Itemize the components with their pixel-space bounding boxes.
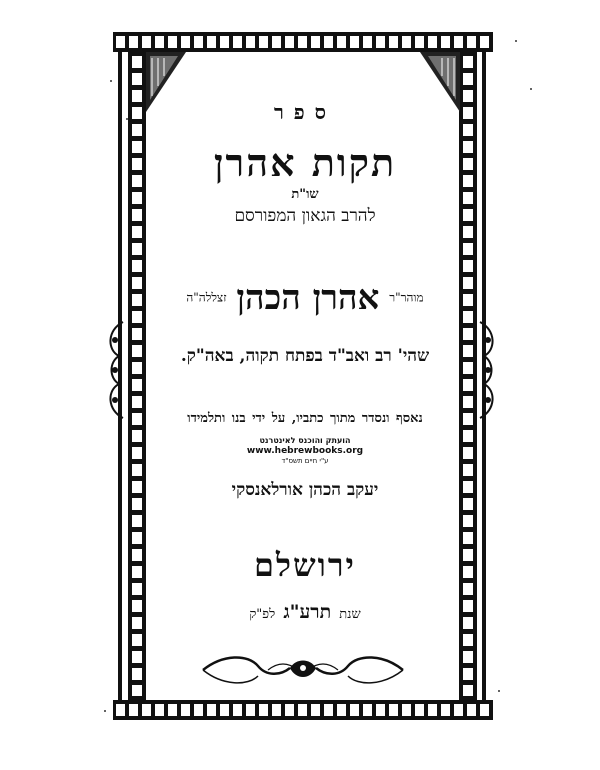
scan-speck <box>530 88 532 90</box>
honorific-prefix: מוהר"ר <box>389 290 424 305</box>
publication-year-row <box>150 601 460 624</box>
right-pillar <box>459 52 477 700</box>
sefer-label: ספר <box>273 100 337 124</box>
scan-speck <box>498 690 500 692</box>
scan-speck <box>515 40 517 42</box>
top-border-band <box>113 32 493 52</box>
book-title: תקות אהרן <box>213 140 397 185</box>
author-row <box>150 278 460 318</box>
by-line: להרב הגאון המפורסם <box>234 206 376 226</box>
bottom-flourish-ornament <box>198 650 408 690</box>
stamp-url: www.hebrewbooks.org <box>246 446 364 456</box>
left-scroll-ornament <box>103 320 127 420</box>
stamp-line-1: הועתק והוכנס לאינטרנט <box>259 436 351 445</box>
editor-name: יעקב הכהן אורלאנסקי <box>231 480 379 500</box>
scan-speck <box>126 118 128 120</box>
left-pillar <box>128 52 146 700</box>
honorific-suffix: זצללה"ה <box>186 290 227 305</box>
bottom-border-band <box>113 700 493 720</box>
shut-label: שו"ת <box>291 187 319 202</box>
stamp-line-3: ע"י חיים תשס"ד <box>281 457 329 465</box>
publication-city: ירושלם <box>254 546 356 584</box>
compiled-by: נאסף ונסדר מתוך כתביו, על ידי בנו ותלמידו <box>187 411 423 426</box>
digitization-stamp <box>205 436 405 466</box>
author-position: שהי' רב ואב"ד בפתח תקוה, באה"ק. <box>180 346 430 366</box>
year-prefix: שנת <box>339 607 361 622</box>
author-name: אהרן הכהן <box>236 278 380 318</box>
scan-speck <box>110 80 112 82</box>
year-suffix: לפ"ק <box>249 607 276 622</box>
right-scroll-ornament <box>476 320 500 420</box>
publication-year: תרע"ג <box>283 601 332 623</box>
scan-speck <box>104 710 106 712</box>
